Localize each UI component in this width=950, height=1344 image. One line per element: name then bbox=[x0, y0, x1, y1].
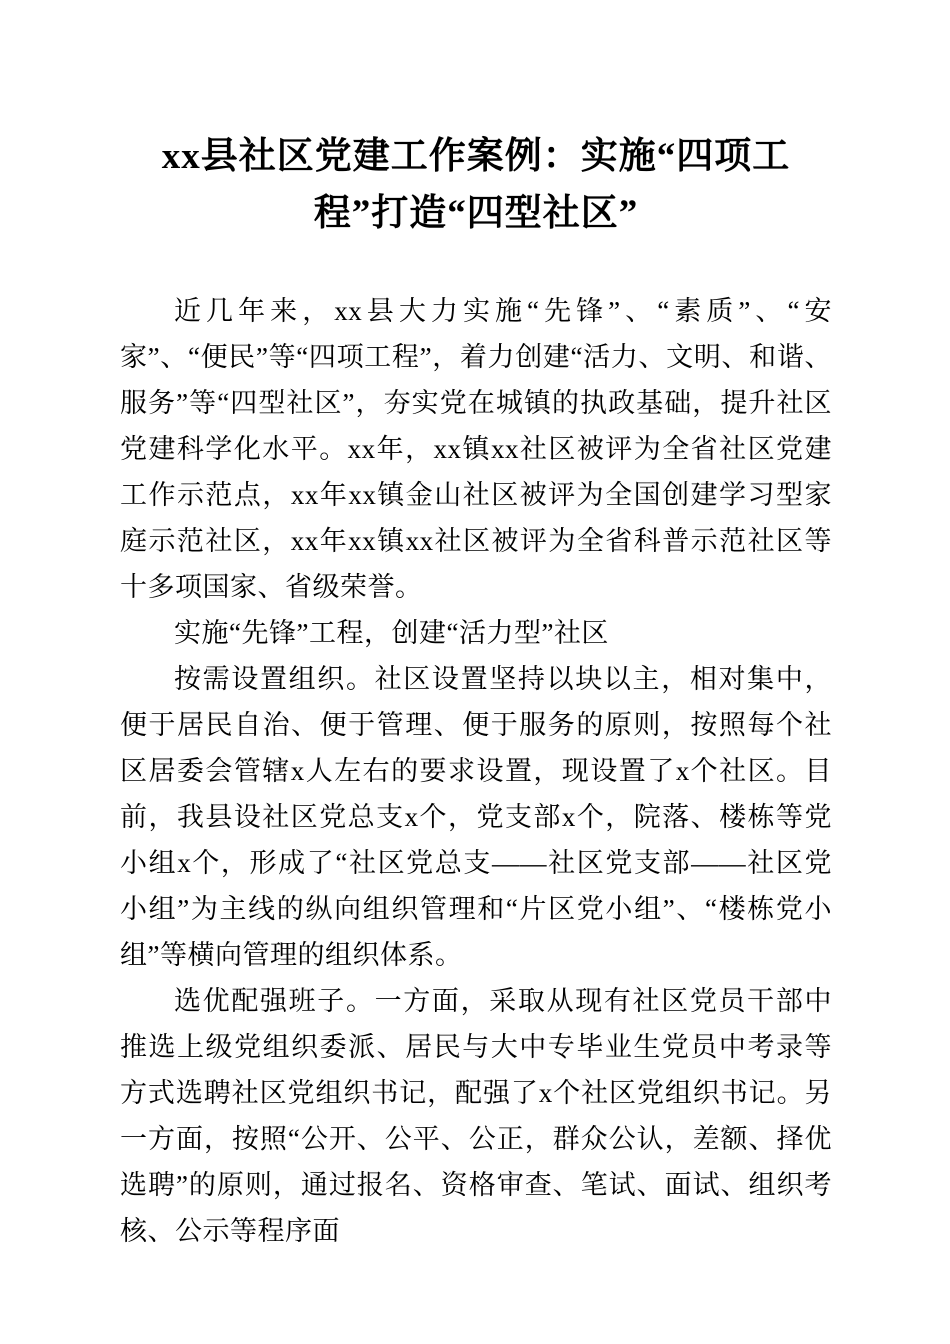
document-title-line-1: xx县社区党建工作案例：实施“四项工 bbox=[161, 136, 791, 177]
document-title bbox=[120, 128, 832, 242]
paragraph-team-building: 选优配强班子。一方面，采取从现有社区党员干部中推选上级党组织委派、居民与大中专毕业生党员中考录等方式选聘社区党组织书记，配强了x个社区党组织书记。另一方面，按照“公开、公平、公正，群众公认，差额、择优选聘”的原则，通过报名、资格审查、笔试、面试、组织考核、公示等程序面 bbox=[120, 986, 832, 1246]
document-body bbox=[120, 288, 832, 1254]
paragraph-organization-setup: 按需设置组织。社区设置坚持以块以主，相对集中，便于居民自治、便于管理、便于服务的原则，按照每个社区居委会管辖x人左右的要求设置，现设置了x个社区。目前，我县设社区党总支x个，党支部x个，院落、楼栋等党小组x个，形成了“社区党总支——社区党支部——社区党小组”为主线的纵向组织管理和“片区党小组”、“楼栋党小组”等横向管理的组织体系。 bbox=[120, 664, 832, 970]
paragraph-intro: 近几年来，xx县大力实施“先锋”、“素质”、“安家”、“便民”等“四项工程”，着力创建“活力、文明、和谐、服务”等“四型社区”，夯实党在城镇的执政基础，提升社区党建科学化水平。xx年，xx镇xx社区被评为全省社区党建工作示范点，xx年xx镇金山社区被评为全国创建学习型家庭示范社区，xx年xx镇xx社区被评为全省科普示范社区等十多项国家、省级荣誉。 bbox=[120, 296, 832, 602]
section-heading: 实施“先锋”工程，创建“活力型”社区 bbox=[174, 618, 609, 648]
document-title-line-2: 程”打造“四型社区” bbox=[313, 193, 639, 234]
